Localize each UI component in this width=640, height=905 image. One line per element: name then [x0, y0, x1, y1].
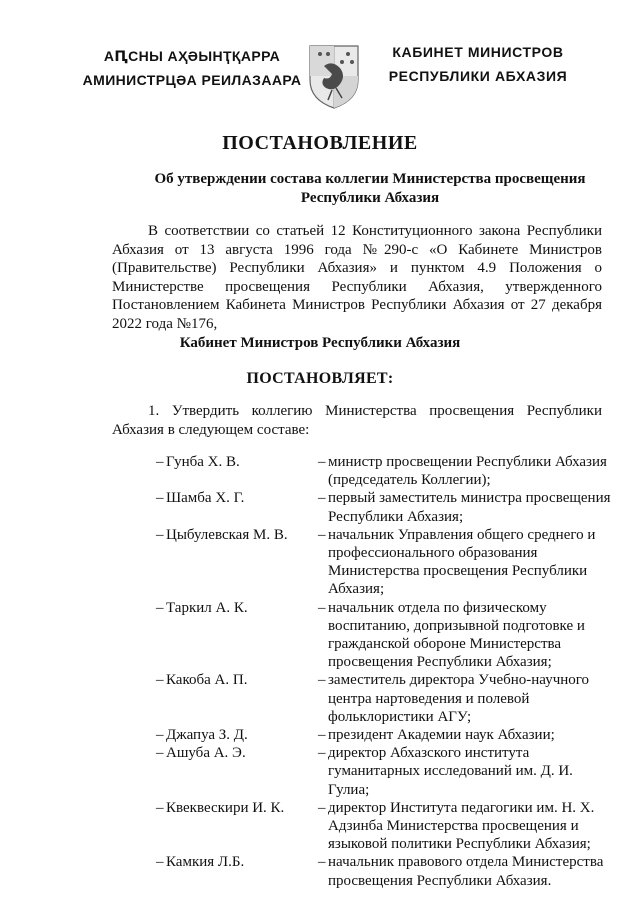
resolves-heading: ПОСТАНОВЛЯЕТ: [246, 370, 394, 387]
member-dash: – [156, 727, 164, 744]
member-dash: – [318, 672, 326, 689]
point-1-paragraph: 1. Утвердить коллегию Министерства просвещения Республики Абхазия в следующем составе: [112, 403, 602, 438]
header-right-line1: КАБИНЕТ МИНИСТРОВ [392, 44, 564, 60]
subject-line2: Республики Абхазия [300, 190, 440, 206]
member-name: Ашуба А. Э. [166, 745, 246, 762]
member-row [156, 853, 616, 889]
document-title: ПОСТАНОВЛЕНИЕ [222, 132, 418, 154]
member-name: Таркил А. К. [166, 599, 248, 616]
member-dash: – [318, 490, 326, 507]
member-name: Камкия Л.Б. [166, 854, 245, 871]
member-row [156, 599, 616, 672]
member-name: Цыбулевская М. В. [166, 526, 288, 543]
member-dash: – [156, 526, 164, 543]
header-left-line1: АԤСНЫ АҲӘЫНҬҚАРРА [103, 48, 281, 64]
header-left-block [76, 44, 308, 92]
header-left-line2: АМИНИСТРЦӘА РЕИЛАЗААРА [82, 72, 302, 88]
members-list [156, 453, 616, 890]
member-row [156, 526, 616, 599]
member-name: Гунба Х. В. [166, 454, 240, 470]
member-dash: – [318, 599, 326, 616]
member-dash: – [156, 854, 164, 871]
cabinet-heading: Кабинет Министров Республики Абхазия [179, 335, 461, 351]
document-subject [130, 170, 610, 208]
member-dash: – [156, 599, 164, 616]
member-dash: – [318, 799, 326, 816]
member-name: Какоба А. П. [166, 672, 248, 689]
preamble-paragraph: В соответствии со статьей 12 Конституционного закона Республики Абхазия от 13 августа 1996 года №290-с «О Кабинете Министров (Правительстве) Республики Абхазия» и пунктом 4.9 Положения о Министерстве просвещения Республики Абхазия, утвержденного Постановлением Кабинета Министров Республики Абхазия от 27 декабря 2022 года №176, [112, 223, 602, 332]
member-dash: – [156, 454, 164, 470]
member-role: первый заместитель министра просвещения Республики Абхазия; [328, 490, 611, 525]
member-name: Квеквескири И. К. [166, 799, 285, 816]
member-row [156, 726, 616, 744]
member-dash: – [318, 526, 326, 543]
member-role: министр просвещении Республики Абхазия (председатель Коллегии); [328, 454, 607, 489]
member-role: начальник правового отдела Министерства просвещения Республики Абхазия. [328, 854, 604, 889]
abkhazia-coat-of-arms-icon [306, 40, 362, 110]
member-role: заместитель директора Учебно-научного центра нартоведения и полевой фольклористики АГУ; [328, 672, 590, 725]
header-right-block [372, 40, 584, 88]
member-row [156, 671, 616, 726]
member-row [156, 453, 616, 489]
member-role: начальник Управления общего среднего и профессионального образования Министерства просвещения Республики Абхазия; [328, 526, 596, 598]
subject-line1: Об утверждении состава коллегии Министерства просвещения [154, 171, 586, 187]
member-dash: – [156, 745, 164, 762]
member-role: президент Академии наук Абхазии; [328, 727, 555, 744]
member-dash: – [156, 490, 164, 507]
member-row [156, 489, 616, 525]
member-dash: – [318, 454, 326, 470]
member-name: Шамба Х. Г. [166, 490, 245, 507]
member-row [156, 799, 616, 854]
member-role: директор Абхазского института гуманитарных исследований им. Д. И. Гулиа; [328, 745, 573, 798]
member-dash: – [318, 727, 326, 744]
member-dash: – [156, 672, 164, 689]
member-row [156, 744, 616, 799]
member-name: Джапуа З. Д. [166, 727, 248, 744]
header-right-line2: РЕСПУБЛИКИ АБХАЗИЯ [388, 68, 568, 84]
member-role: начальник отдела по физическому воспитанию, допризывной подготовке и гражданской обороне Министерства просвещения Республики Абхазия; [328, 599, 585, 671]
member-dash: – [156, 799, 164, 816]
member-dash: – [318, 745, 326, 762]
member-role: директор Института педагогики им. Н. Х. Адзинба Министерства просвещения и языковой политики Республики Абхазия; [328, 799, 595, 853]
member-dash: – [318, 854, 326, 871]
